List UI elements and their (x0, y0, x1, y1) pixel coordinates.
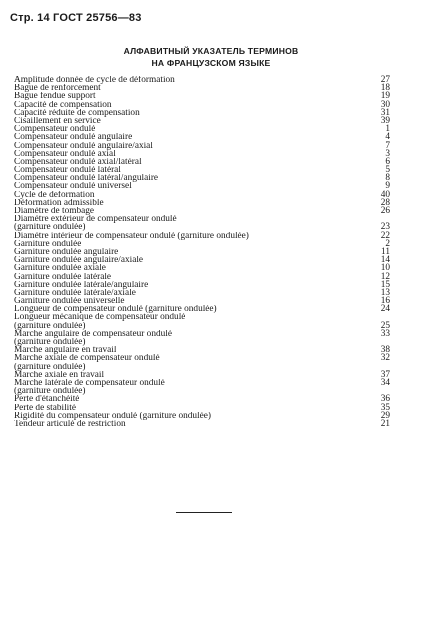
index-entry-term: (garniture ondulée) (14, 387, 86, 396)
index-entry (14, 174, 390, 182)
index-entry (14, 354, 390, 362)
index-entry-number: 40 (380, 189, 390, 200)
index-entry-term: Marche axiale de compensateur ondulé (14, 354, 160, 363)
index-entry-number: 6 (385, 156, 390, 167)
index-entry-number: 13 (380, 287, 390, 298)
index-entry-number: 27 (380, 75, 390, 85)
index-entry-number: 38 (380, 345, 390, 356)
index-entry-term: Longueur mécanique de compensateur ondulé (14, 313, 186, 322)
index-entry-number: 5 (385, 165, 390, 176)
index-entry (14, 199, 390, 207)
index-entry-number: 1 (385, 124, 390, 135)
index-entry-number: 36 (380, 394, 390, 405)
index-entry (14, 125, 390, 133)
index-entry-term: Capacité réduite de compensation (14, 108, 140, 117)
index-entry-term: Capacité de compensation (14, 100, 112, 109)
index-entry-term: Compensateur ondulé latéral/angulaire (14, 174, 159, 183)
index-entry-number: 29 (380, 410, 390, 421)
index-entry-term: Compensateur ondulé angulaire (14, 133, 133, 142)
index-entry-number: 26 (380, 206, 390, 216)
index-entry-number: 15 (380, 279, 390, 290)
index-entry (14, 109, 390, 117)
index-entry (14, 84, 390, 92)
index-entry (14, 76, 390, 84)
index-entry (14, 182, 390, 190)
index-entry (14, 256, 390, 264)
index-entry (14, 330, 390, 338)
index-entry (14, 240, 390, 248)
index-entry (14, 338, 390, 346)
index-entry-number: 31 (380, 107, 390, 118)
index-entry (14, 289, 390, 297)
index-entry-number: 22 (380, 230, 390, 241)
index-entry (14, 281, 390, 289)
index-entry-number: 11 (381, 246, 390, 257)
index-entry (14, 207, 390, 215)
index-entry-number: 7 (385, 140, 390, 151)
index-entry-term: Garniture ondulée angulaire (14, 247, 119, 257)
index-entry (14, 92, 390, 100)
index-entry-number: 19 (380, 91, 390, 102)
index-entry-term: (garniture ondulée) (14, 362, 86, 371)
index-entry-number: 28 (380, 197, 390, 208)
index-entry-term: Diamètre intérieur de compensateur ondulé (garniture ondulée) (14, 231, 249, 240)
page-header: Стр. 14 ГОСТ 25756—83 (10, 12, 142, 24)
index-entry-term: Perte d'étanchéité (14, 395, 80, 404)
index-entry (14, 158, 390, 166)
index-entry (14, 420, 390, 428)
index-title-line-1: АЛФАВИТНЫЙ УКАЗАТЕЛЬ ТЕРМИНОВ (123, 46, 299, 56)
index-entry-term: Compensateur ondulé angulaire/axial (14, 141, 153, 150)
index-entry (14, 101, 390, 109)
index-entry-term: Garniture ondulée (14, 239, 82, 248)
index-entry-term: Garniture ondulée axiale (14, 264, 106, 273)
index-entry (14, 371, 390, 379)
index-entry-number: 9 (385, 181, 390, 192)
index-entry-term: Diamètre de tombage (14, 207, 95, 216)
index-entry (14, 150, 390, 158)
index-entry (14, 248, 390, 256)
index-title-line-2: НА ФРАНЦУЗСКОМ ЯЗЫКЕ (151, 57, 271, 68)
index-entry-term: Compensateur ondulé (14, 125, 96, 134)
term-index-list (14, 76, 390, 428)
index-entry (14, 215, 390, 223)
index-entry-term: Compensateur ondulé universel (14, 182, 132, 191)
index-entry (14, 363, 390, 371)
index-entry-term: Garniture ondulée angulaire/axiale (14, 256, 144, 265)
index-title (0, 46, 422, 69)
index-entry-term: (garniture ondulée) (14, 223, 86, 232)
index-entry-term: Garniture ondulée universelle (14, 297, 125, 306)
index-entry-term: Tendeur articulé de restriction (14, 419, 126, 429)
index-entry-number: 35 (380, 402, 390, 413)
index-entry-term: (garniture ondulée) (14, 338, 86, 347)
index-entry (14, 404, 390, 412)
index-entry-number: 30 (380, 99, 390, 110)
index-entry (14, 395, 390, 403)
index-entry (14, 379, 390, 387)
index-entry (14, 117, 390, 125)
index-entry-number: 14 (380, 255, 390, 266)
index-entry-term: Marche axiale en travail (14, 370, 105, 379)
index-entry (14, 191, 390, 199)
index-entry-term: Bague de renforcement (14, 84, 101, 93)
index-entry-term: Compensateur ondulé axial/latéral (14, 157, 142, 167)
index-entry-number: 23 (380, 222, 390, 233)
index-entry (14, 412, 390, 420)
index-entry-term: Marche latérale de compensateur ondulé (14, 378, 165, 388)
end-rule (176, 512, 232, 513)
index-entry-term: Compensateur ondulé latéral (14, 166, 121, 175)
index-entry-number: 33 (380, 328, 390, 339)
index-entry-term: Longueur de compensateur ondulé (garniture ondulée) (14, 305, 217, 314)
index-entry-number: 2 (385, 238, 390, 249)
index-entry (14, 133, 390, 141)
index-entry-term: Compensateur ondulé axial (14, 149, 116, 158)
index-entry-term: Déformation admissible (14, 198, 104, 207)
index-entry-term: Marche angulaire de compensateur ondulé (14, 329, 172, 338)
index-entry (14, 387, 390, 395)
index-entry-term: Rigidité du compensateur ondulé (garniture ondulée) (14, 411, 211, 420)
index-entry (14, 273, 390, 281)
index-entry (14, 166, 390, 174)
index-entry (14, 297, 390, 305)
index-entry-term: Garniture ondulée latérale/axiale (14, 288, 136, 298)
index-entry (14, 264, 390, 272)
index-entry (14, 313, 390, 321)
index-entry-number: 3 (385, 148, 390, 159)
index-entry-number: 37 (380, 369, 390, 380)
index-entry (14, 223, 390, 231)
index-entry (14, 142, 390, 150)
index-entry (14, 305, 390, 313)
index-entry (14, 232, 390, 240)
index-entry-number: 8 (385, 173, 390, 184)
index-entry-number: 21 (380, 418, 390, 429)
index-entry-term: Marche angulaire en travail (14, 346, 117, 355)
index-entry-number: 18 (380, 83, 390, 94)
index-entry-term: Cisaillement en service (14, 116, 101, 126)
index-entry (14, 346, 390, 354)
index-entry-number: 25 (380, 320, 390, 331)
index-entry-term: Bague fendue support (14, 92, 96, 101)
index-entry-term: (garniture ondulée) (14, 321, 86, 330)
index-entry-number: 10 (380, 263, 390, 274)
index-entry-number: 39 (380, 115, 390, 126)
index-entry-number: 12 (380, 271, 390, 282)
index-entry-term: Perte de stabilité (14, 403, 76, 412)
index-entry-term: Diamètre extérieur de compensateur ondulé (14, 215, 177, 224)
index-entry-term: Amplitude donnée de cycle de déformation (14, 76, 175, 85)
index-entry-number: 34 (380, 377, 390, 388)
index-entry-term: Cycle de deformation (14, 190, 95, 199)
index-entry-number: 16 (380, 296, 390, 307)
index-entry-number: 4 (385, 132, 390, 143)
index-entry (14, 322, 390, 330)
index-entry-term: Garniture ondulée latérale/angulaire (14, 280, 149, 289)
index-entry-number: 24 (380, 304, 390, 315)
index-entry-number: 32 (380, 353, 390, 364)
index-entry-term: Garniture ondulée latérale (14, 272, 112, 281)
